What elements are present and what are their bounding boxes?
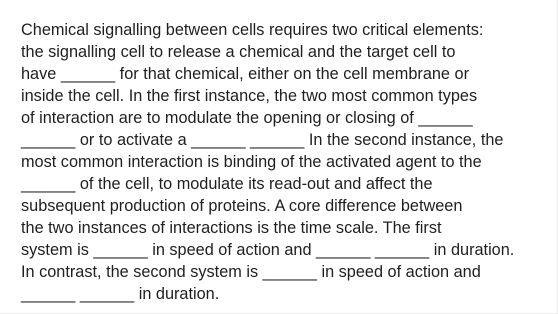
passage-line: Chemical signalling between cells requires two critical elements: — [21, 21, 484, 39]
passage-line: ______ or to activate a ______ ______ In the second instance, the — [21, 131, 504, 149]
passage-line: subsequent production of proteins. A core difference between — [21, 197, 463, 215]
passage-line: In contrast, the second system is ______ in speed of action and — [21, 263, 481, 281]
passage-line: ______ of the cell, to modulate its read-out and affect the — [21, 175, 433, 193]
question-passage — [21, 19, 551, 305]
passage-line: ______ ______ in duration. — [21, 285, 220, 303]
passage-line: have ______ for that chemical, either on the cell membrane or — [21, 65, 469, 83]
passage-line: the two instances of interactions is the time scale. The first — [21, 219, 442, 237]
passage-line: most common interaction is binding of the activated agent to the — [21, 153, 482, 171]
passage-line: the signalling cell to release a chemical and the target cell to — [21, 43, 456, 61]
passage-line: of interaction are to modulate the opening or closing of ______ — [21, 109, 473, 127]
passage-line: system is ______ in speed of action and ______ ______ in duration. — [21, 241, 515, 259]
passage-line: inside the cell. In the first instance, the two most common types — [21, 87, 478, 105]
